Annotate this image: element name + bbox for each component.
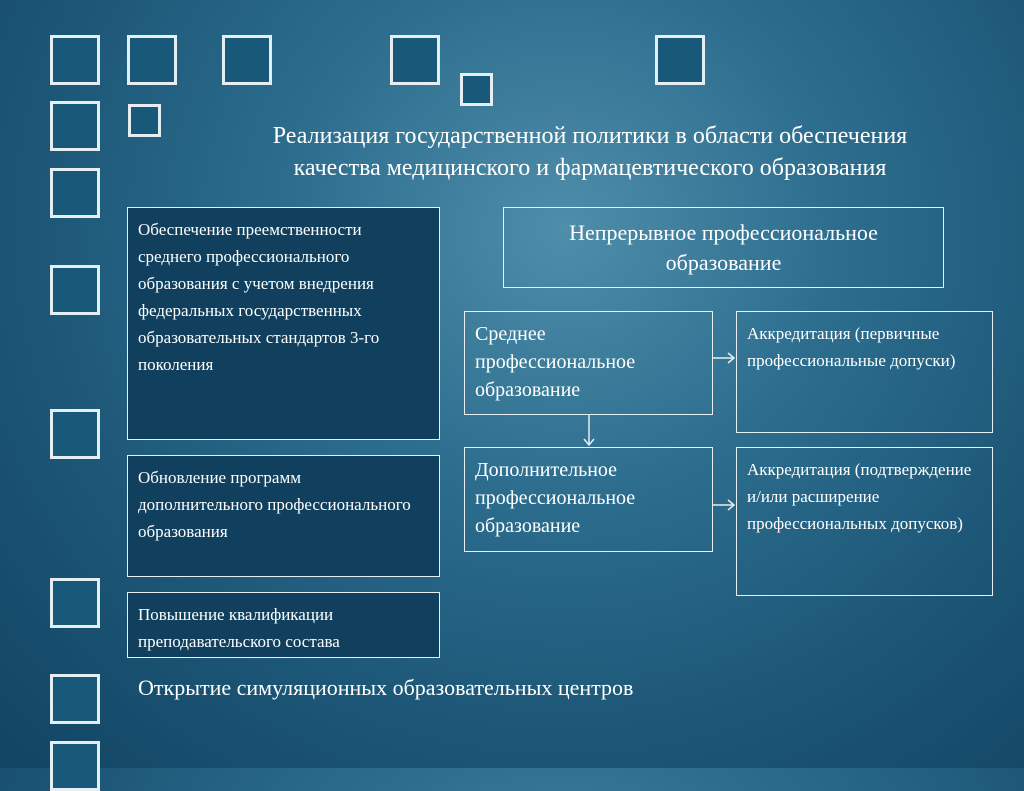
- decorative-square: [128, 104, 161, 137]
- slide-title-line-1: Реализация государственной политики в области обеспечения: [272, 123, 908, 149]
- slide-title-line-2: качества медицинского и фармацевтического образования: [293, 155, 887, 181]
- dpo-programs-update-box: Обновление программ дополнительного профессионального образования: [127, 455, 440, 577]
- simulation-centers-text: Открытие симуляционных образовательных центров: [138, 675, 634, 700]
- arrowhead-mid2: [584, 439, 594, 445]
- decorative-square: [655, 35, 705, 85]
- decorative-square: [460, 73, 493, 106]
- repeat-accreditation-box: Аккредитация (подтверждение и/или расширение профессиональных допусков): [736, 447, 993, 596]
- teacher-qualification-box: Повышение квалификации преподавательского состава: [127, 592, 440, 658]
- decorative-square: [390, 35, 440, 85]
- continuous-education-header-box: Непрерывное профессиональное образование: [503, 207, 944, 288]
- decorative-square: [50, 168, 100, 218]
- fgos-continuity-box: Обеспечение преемственности среднего профессионального образования с учетом внедрения федеральных государственных образовательных стандартов 3-го поколения: [127, 207, 440, 440]
- decorative-square: [50, 35, 100, 85]
- arrowhead-acc1: [728, 353, 734, 363]
- slide-title: [190, 120, 990, 184]
- secondary-vocational-education-box: Среднее профессиональное образование: [464, 311, 713, 415]
- decorative-square: [127, 35, 177, 85]
- primary-accreditation-box: Аккредитация (первичные профессиональные допуски): [736, 311, 993, 433]
- decorative-square: [50, 409, 100, 459]
- decorative-square: [222, 35, 272, 85]
- decorative-square: [50, 741, 100, 791]
- additional-professional-education-box: Дополнительное профессиональное образование: [464, 447, 713, 552]
- decorative-square: [50, 265, 100, 315]
- decorative-square: [50, 674, 100, 724]
- decorative-square: [50, 101, 100, 151]
- decorative-square: [50, 578, 100, 628]
- arrowhead-acc2: [728, 500, 734, 510]
